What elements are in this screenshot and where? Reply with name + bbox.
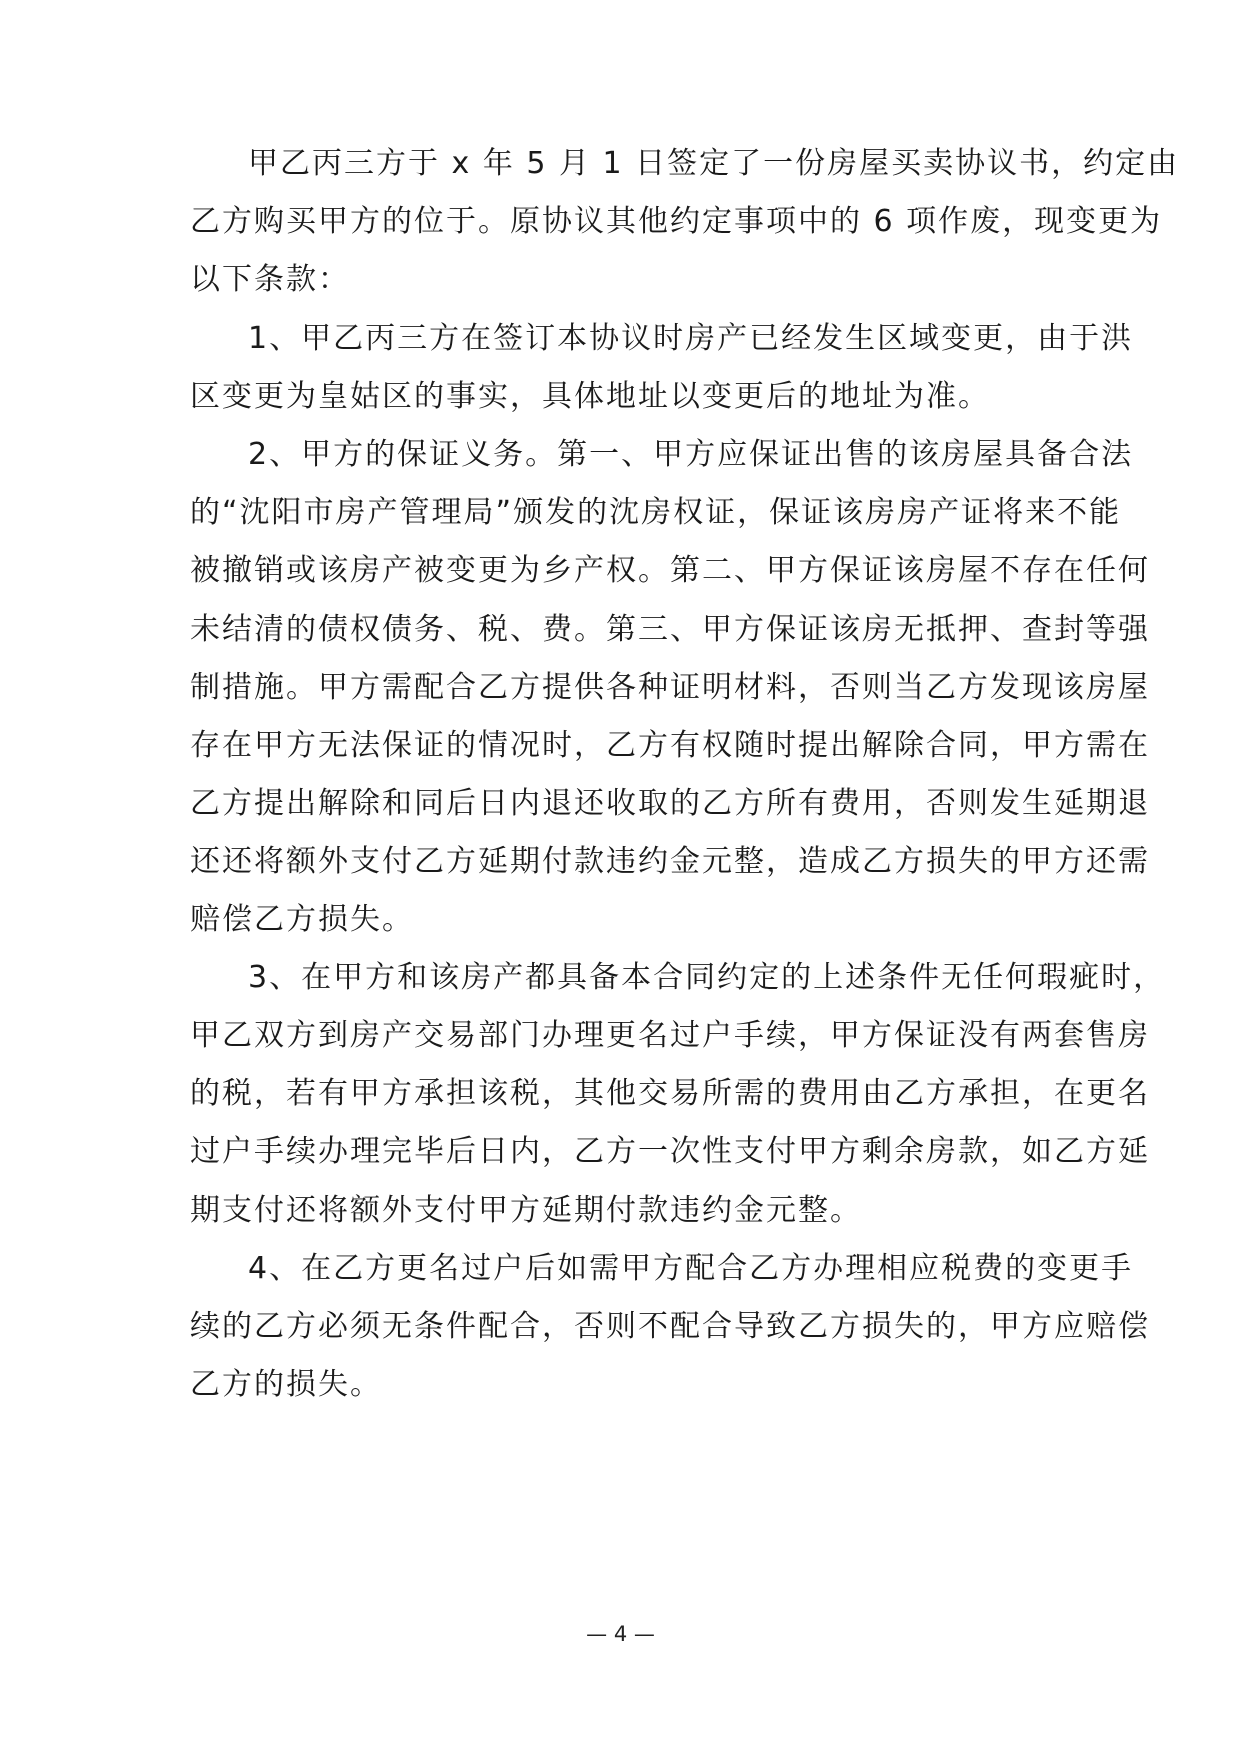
paragraph-4-line-5: 期支付还将额外支付甲方延期付款违约金元整。 (190, 1193, 862, 1228)
paragraph-3-line-4: 未结清的债权债务、税、费。第三、甲方保证该房无抵押、查封等强 (190, 612, 1150, 647)
paragraph-1-line-1: 甲乙丙三方于 x 年 5 月 1 日签定了一份房屋买卖协议书，约定由 (248, 146, 1180, 181)
paragraph-3-line-2: 的“沈阳市房产管理局”颁发的沈房权证，保证该房房产证将来不能 (190, 495, 1122, 530)
page-number: — 4 — (586, 1622, 655, 1646)
paragraph-3-line-6: 存在甲方无法保证的情况时，乙方有权随时提出解除合同，甲方需在 (190, 728, 1150, 763)
paragraph-3-line-9: 赔偿乙方损失。 (190, 902, 414, 937)
paragraph-3-line-8: 还还将额外支付乙方延期付款违约金元整，造成乙方损失的甲方还需 (190, 844, 1150, 879)
paragraph-2-line-2: 区变更为皇姑区的事实，具体地址以变更后的地址为准。 (190, 379, 990, 414)
paragraph-4-line-3: 的税，若有甲方承担该税，其他交易所需的费用由乙方承担，在更名 (190, 1076, 1150, 1111)
paragraph-4-line-2: 甲乙双方到房产交易部门办理更名过户手续，甲方保证没有两套售房 (190, 1018, 1150, 1053)
paragraph-1-line-2: 乙方购买甲方的位于。原协议其他约定事项中的 6 项作废，现变更为 (190, 204, 1163, 239)
paragraph-4-line-4: 过户手续办理完毕后日内，乙方一次性支付甲方剩余房款，如乙方延 (190, 1134, 1150, 1169)
paragraph-5-line-1: 4、在乙方更名过户后如需甲方配合乙方办理相应税费的变更手 (248, 1251, 1134, 1286)
paragraph-5-line-3: 乙方的损失。 (190, 1367, 382, 1402)
paragraph-2-line-1: 1、甲乙丙三方在签订本协议时房产已经发生区域变更，由于洪 (248, 321, 1134, 356)
paragraph-3-line-7: 乙方提出解除和同后日内退还收取的乙方所有费用，否则发生延期退 (190, 786, 1150, 821)
paragraph-3-line-3: 被撤销或该房产被变更为乡产权。第二、甲方保证该房屋不存在任何 (190, 553, 1150, 588)
paragraph-5-line-2: 续的乙方必须无条件配合，否则不配合导致乙方损失的，甲方应赔偿 (190, 1309, 1150, 1344)
paragraph-3-line-1: 2、甲方的保证义务。第一、甲方应保证出售的该房屋具备合法 (248, 437, 1134, 472)
paragraph-4-line-1: 3、在甲方和该房产都具备本合同约定的上述条件无任何瑕疵时， (248, 960, 1166, 995)
paragraph-1-line-3: 以下条款： (190, 262, 350, 297)
paragraph-3-line-5: 制措施。甲方需配合乙方提供各种证明材料，否则当乙方发现该房屋 (190, 670, 1150, 705)
